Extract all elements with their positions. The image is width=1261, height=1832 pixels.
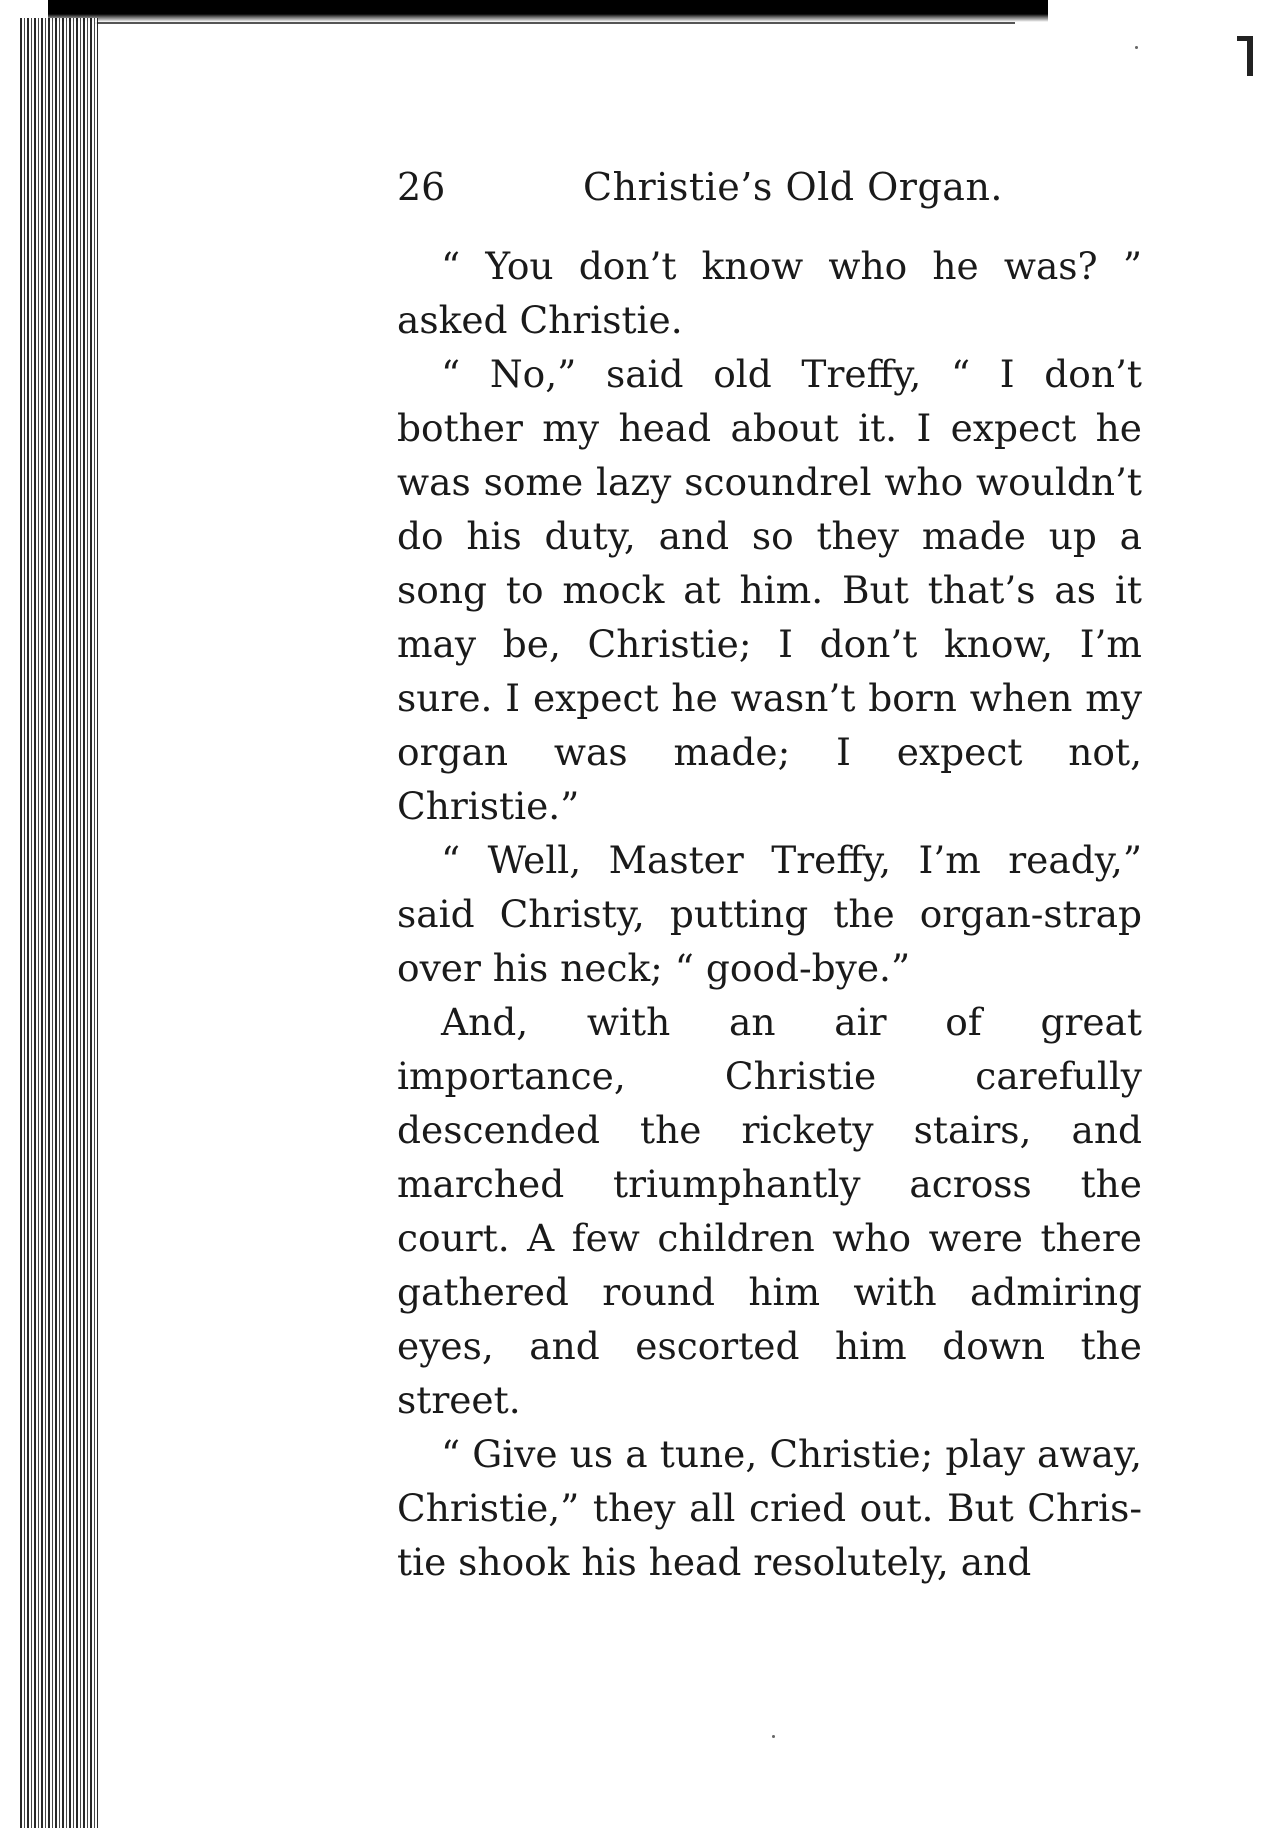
paragraph: “ No,” said old Treffy, “ I don’t bother my head about it. I expect he was some lazy scoundrel who wouldn’t do his duty, and so they made up a song to mock at him. But that’s as it may be, Christie; I don’t know, I’m sure. I expect he wasn’t born when my organ was made; I expect not, Christie.” xyxy=(397,352,1142,828)
scan-speck xyxy=(1135,46,1138,49)
paragraph: “ Well, Master Treffy, I’m ready,” said Christy, putting the organ-strap over his neck; “ good-bye.” xyxy=(397,838,1142,990)
paragraph: “ Give us a tune, Christie; play away, Christie,” they all cried out. But Christie shook his head resolutely, and xyxy=(397,1432,1142,1584)
scan-speck xyxy=(772,1735,775,1738)
running-title: Christie’s Old Organ. xyxy=(583,165,1004,209)
book-gutter xyxy=(20,18,98,1828)
book-page xyxy=(397,165,1142,1589)
scan-top-edge xyxy=(48,0,1048,22)
paragraph: “ You don’t know who he was? ” asked Christie. xyxy=(397,244,1142,342)
body-text xyxy=(397,239,1142,1589)
scan-corner-mark xyxy=(1247,36,1253,76)
running-head xyxy=(397,165,1142,225)
scan-top-line xyxy=(95,22,1015,24)
paragraph: And, with an air of great importance, Christie carefully descended the rickety stairs, and marched triumphantly across the court. A few children who were there gathered round him with admiring eyes, and escorted him down the street. xyxy=(397,1000,1142,1422)
page-number: 26 xyxy=(397,165,446,209)
